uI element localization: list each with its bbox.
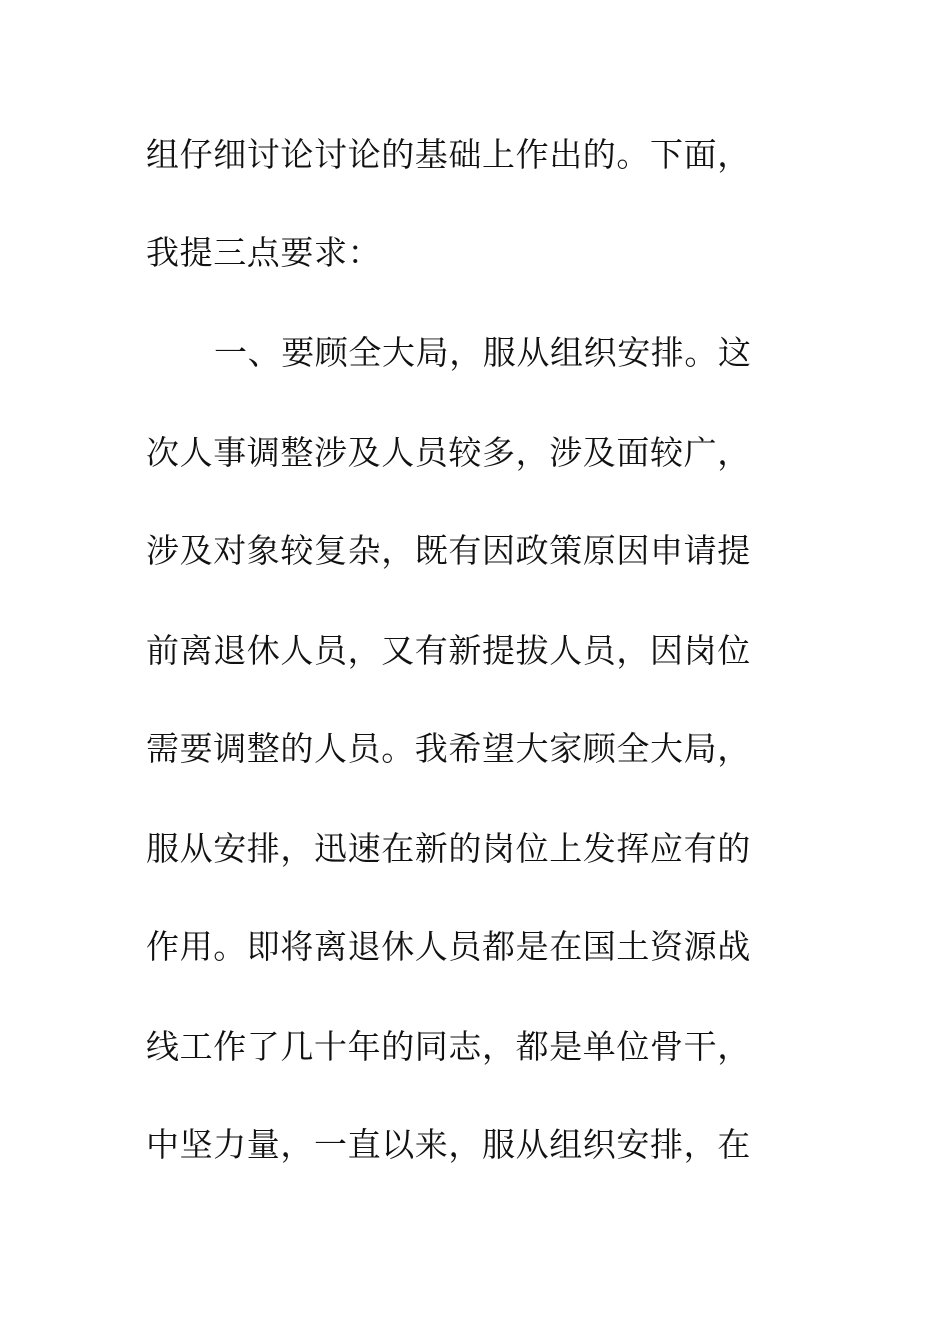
paragraph-line-3: 一、要顾全大局，服从组织安排。这 bbox=[214, 333, 752, 372]
paragraph-line-10: 线工作了几十年的同志，都是单位骨干， bbox=[146, 1027, 751, 1066]
paragraph-line-5: 涉及对象较复杂，既有因政策原因申请提 bbox=[146, 531, 751, 570]
paragraph-line-1: 组仔细讨论讨论的基础上作出的。下面， bbox=[146, 135, 751, 174]
paragraph-line-8: 服从安排，迅速在新的岗位上发挥应有的 bbox=[146, 829, 751, 868]
paragraph-line-4: 次人事调整涉及人员较多，涉及面较广， bbox=[146, 433, 751, 472]
paragraph-line-11: 中坚力量，一直以来，服从组织安排，在 bbox=[146, 1125, 751, 1164]
paragraph-line-7: 需要调整的人员。我希望大家顾全大局， bbox=[146, 729, 751, 768]
paragraph-line-9: 作用。即将离退休人员都是在国土资源战 bbox=[146, 927, 751, 966]
paragraph-line-6: 前离退休人员，又有新提拔人员，因岗位 bbox=[146, 631, 751, 670]
paragraph-line-2: 我提三点要求： bbox=[146, 233, 382, 272]
